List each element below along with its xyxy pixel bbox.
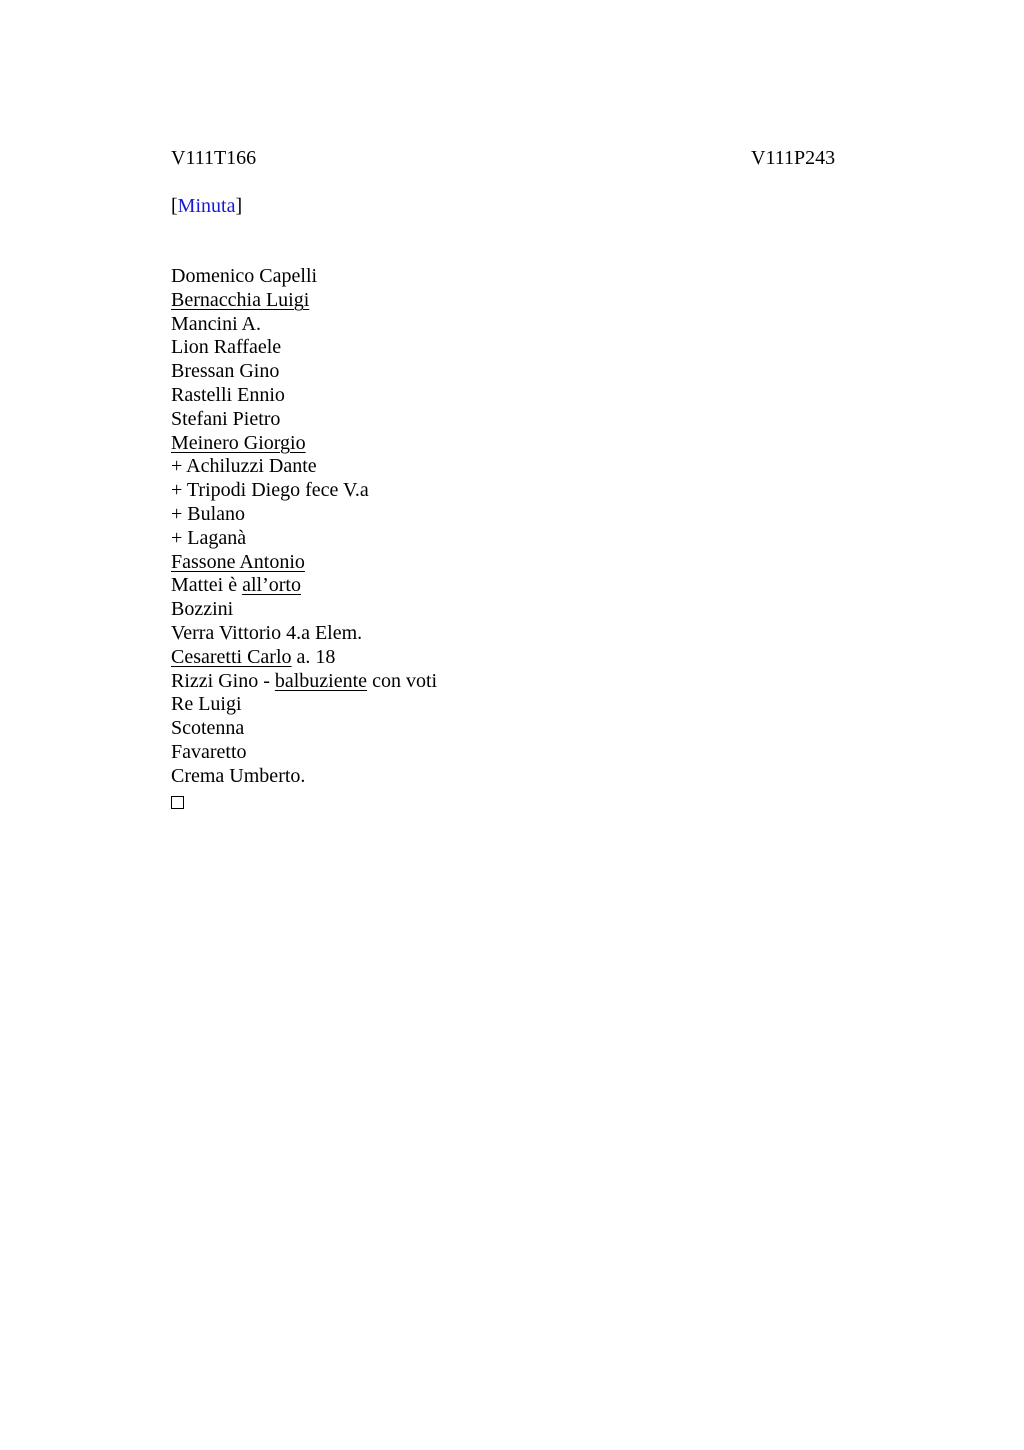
underlined-text: balbuziente [274,669,368,692]
underlined-text: Bernacchia Luigi [171,288,310,311]
minuta-label: Minuta [177,195,236,217]
underlined-text: Cesaretti Carlo [171,645,292,668]
name-text: Bressan Gino [171,360,280,383]
name-text: a. 18 [291,645,336,668]
name-text: Re Luigi [171,693,242,716]
name-line [171,551,437,575]
name-text: Verra Vittorio 4.a Elem. [171,621,363,644]
name-text: Lion Raffaele [171,336,282,359]
name-line [171,408,437,432]
name-text: Mancini A. [171,312,261,335]
name-line [171,360,437,384]
underlined-text: Fassone Antonio [171,550,305,573]
end-mark [171,789,437,813]
minuta-note [171,194,242,218]
name-text: Stefani Pietro [171,407,281,430]
empty-square-icon [171,796,184,809]
name-line [171,574,437,598]
name-line [171,479,437,503]
name-line [171,503,437,527]
name-line [171,622,437,646]
name-line [171,717,437,741]
name-line [171,265,437,289]
close-bracket: ] [235,195,243,217]
name-line [171,313,437,337]
name-line [171,646,437,670]
name-text: + Laganà [171,526,247,549]
open-bracket: [ [171,195,178,217]
name-text: Bozzini [171,598,234,621]
document-code-right: V111P243 [751,147,836,169]
name-line [171,527,437,551]
name-line [171,598,437,622]
name-text: + Tripodi Diego fece V.a [171,479,369,502]
name-text: + Bulano [171,502,246,525]
name-line [171,670,437,694]
name-text: con voti [367,669,438,692]
name-line [171,741,437,765]
names-list [171,265,437,812]
name-text: + Achiluzzi Dante [171,455,317,478]
name-line [171,693,437,717]
name-line [171,289,437,313]
name-line [171,432,437,456]
name-line [171,384,437,408]
name-text: Rastelli Ennio [171,383,285,406]
name-text: Scotenna [171,717,245,740]
name-text: Favaretto [171,740,247,763]
name-text: Rizzi Gino - [171,669,275,692]
name-text: Domenico Capelli [171,265,318,287]
name-text: Crema Umberto. [171,764,306,787]
name-line [171,336,437,360]
underlined-text: Meinero Giorgio [171,431,306,454]
name-text: Mattei è [171,574,243,597]
name-line [171,455,437,479]
document-code-left: V111T166 [171,147,257,169]
name-line [171,765,437,789]
underlined-text: all’orto [242,574,301,597]
